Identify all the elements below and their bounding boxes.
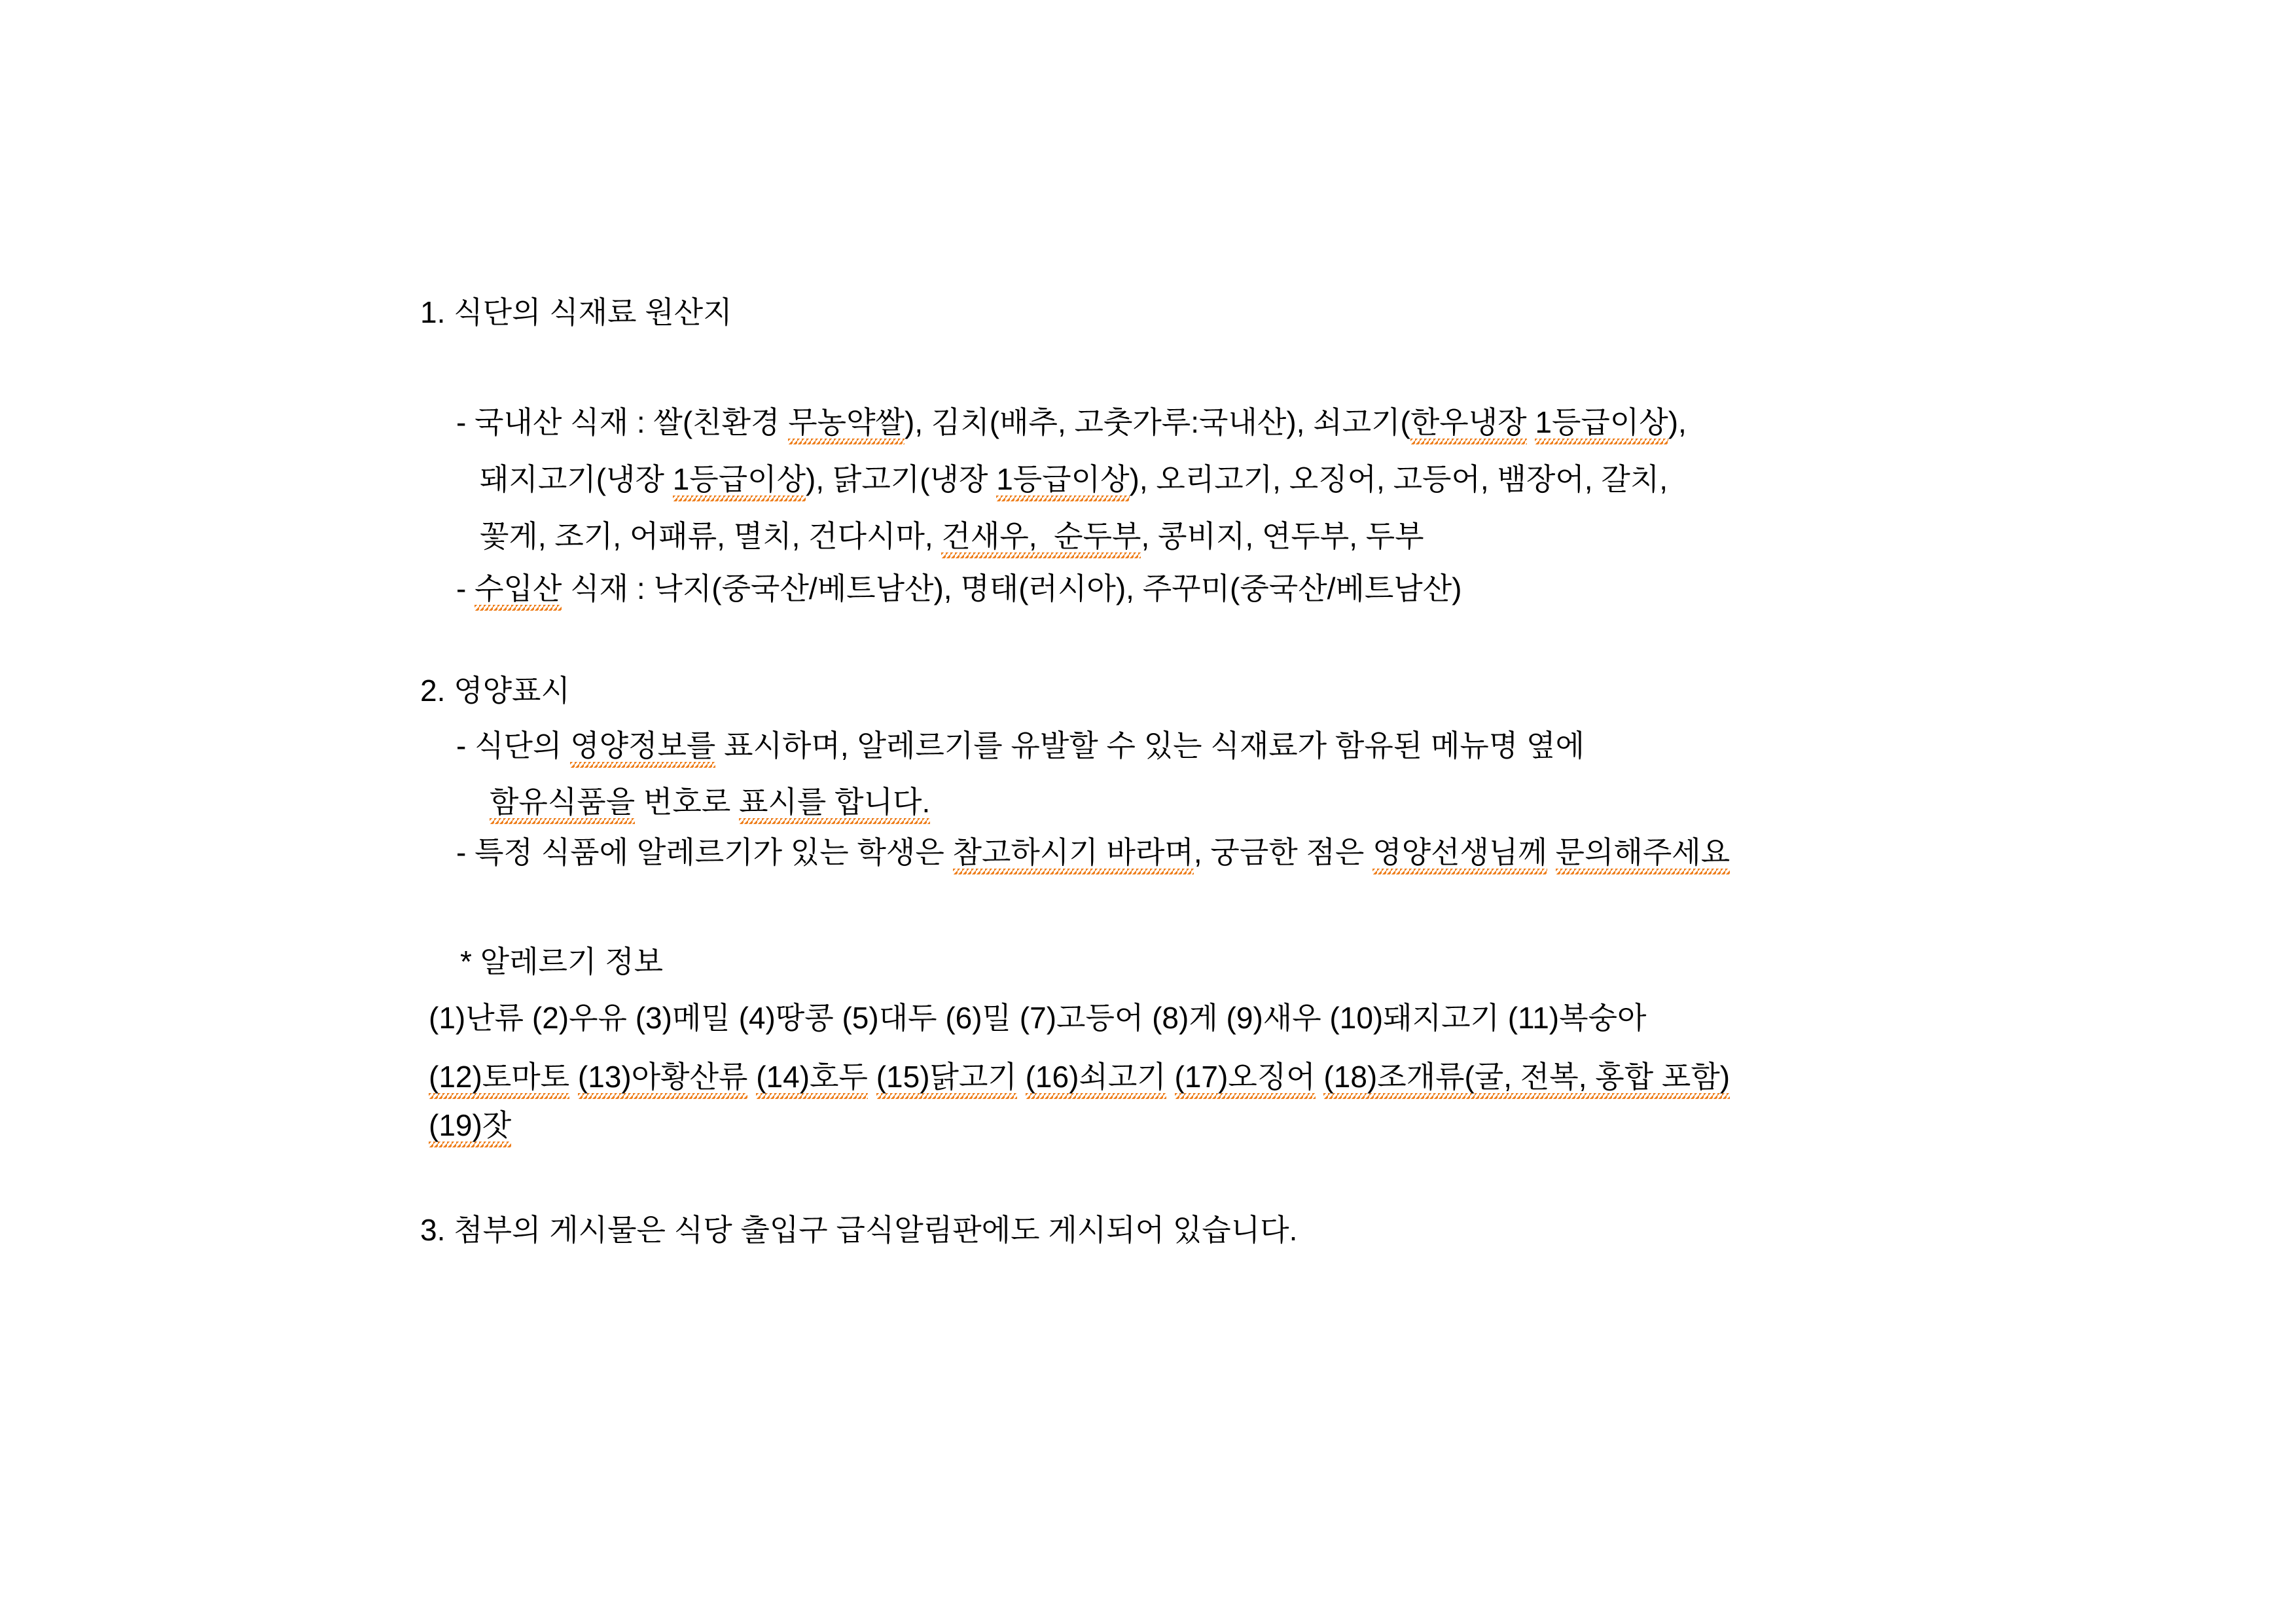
- text-segment: ), 오리고기, 오징어, 고등어, 뱀장어, 갈치,: [1129, 462, 1668, 496]
- spellcheck-underlined-text: (18)조개류(굴, 전복, 홍합 포함): [1323, 1060, 1730, 1099]
- text-segment: [1316, 1060, 1324, 1094]
- spellcheck-underlined-text: 영양정보를: [570, 729, 715, 768]
- text-segment: ), 김치(배추, 고춧가루:국내산), 쇠고기(: [905, 405, 1410, 439]
- text-segment: 3. 첨부의 게시물은 식당 출입구 급식알림판에도 게시되어 있습니다.: [420, 1213, 1298, 1247]
- spellcheck-underlined-text: 1등급이상: [996, 462, 1129, 501]
- text-segment: , 콩비지, 연두부, 두부: [1141, 519, 1424, 553]
- text-segment: [1547, 835, 1556, 869]
- text-segment: 식재 : 낙지(중국산/베트남산), 명태(러시아), 주꾸미(중국산/베트남산): [562, 571, 1462, 605]
- text-segment: ), 닭고기(냉장: [806, 462, 997, 496]
- section2-heading: [420, 672, 570, 709]
- text-segment: [868, 1060, 876, 1094]
- spellcheck-underlined-text: 참고하시기 바라며: [953, 835, 1194, 874]
- spellcheck-underlined-text: (19)잣: [429, 1108, 511, 1147]
- text-segment: [1527, 405, 1535, 439]
- spellcheck-underlined-text: 문의해주세요: [1556, 835, 1731, 874]
- text-segment: [747, 1060, 756, 1094]
- spellcheck-underlined-text: 한우냉장: [1410, 405, 1527, 444]
- text-segment: - 국내산 식재 : 쌀(친환경: [456, 405, 789, 439]
- text-segment: 1. 식단의 식재료 원산지: [420, 295, 732, 329]
- spellcheck-underlined-text: (13)아황산류: [578, 1060, 748, 1099]
- nutrition-info-line-2: [490, 783, 930, 820]
- spellcheck-underlined-text: 건새우, 순두부: [941, 519, 1141, 558]
- spellcheck-underlined-text: 1등급이상: [673, 462, 806, 501]
- text-segment: -: [456, 571, 475, 605]
- spellcheck-underlined-text: (15)닭고기: [876, 1060, 1017, 1099]
- text-segment: [1017, 1060, 1026, 1094]
- nutrition-info-line-1: [456, 727, 1585, 764]
- text-segment: 2. 영양표시: [420, 674, 570, 708]
- text-segment: ),: [1668, 405, 1687, 439]
- allergy-list-line-2: [429, 1058, 1730, 1095]
- section3-line: [420, 1212, 1297, 1248]
- spellcheck-underlined-text: 무농약쌀: [788, 405, 905, 444]
- spellcheck-underlined-text: (16)쇠고기: [1026, 1060, 1166, 1099]
- text-segment: - 특정 식품에 알레르기가 있는 학생은: [456, 835, 953, 869]
- text-segment: 돼지고기(냉장: [480, 462, 673, 496]
- spellcheck-underlined-text: 표시를 합니다.: [739, 785, 930, 824]
- text-segment: [1166, 1060, 1175, 1094]
- section1-heading: [420, 294, 732, 331]
- text-segment: * 알레르기 정보: [460, 945, 664, 979]
- nutrition-info-line-3: [456, 834, 1730, 871]
- imported-ingredients-line: [456, 570, 1462, 607]
- spellcheck-underlined-text: 1등급이상: [1535, 405, 1668, 444]
- allergy-info-heading: [460, 943, 663, 980]
- text-segment: 표시하며, 알레르기를 유발할 수 있는 식재료가 함유된 메뉴명 옆에: [715, 729, 1585, 763]
- spellcheck-underlined-text: (12)토마토: [429, 1060, 569, 1099]
- spellcheck-underlined-text: 수입산: [475, 571, 562, 611]
- allergy-list-line-1: [429, 999, 1646, 1036]
- spellcheck-underlined-text: (14)호두: [756, 1060, 868, 1099]
- domestic-ingredients-line-2: [480, 461, 1668, 497]
- text-segment: (1)난류 (2)우유 (3)메밀 (4)땅콩 (5)대두 (6)밀 (7)고등어 (8)게 (9)새우 (10)돼지고기 (11)복숭아: [429, 1001, 1647, 1035]
- text-segment: [569, 1060, 578, 1094]
- allergy-list-line-3: [429, 1107, 511, 1143]
- spellcheck-underlined-text: 함유식품을: [490, 785, 635, 824]
- spellcheck-underlined-text: (17)오징어: [1175, 1060, 1316, 1099]
- text-segment: 번호로: [635, 785, 740, 819]
- spellcheck-underlined-text: 영양선생님께: [1372, 835, 1547, 874]
- text-segment: 꽃게, 조기, 어패류, 멸치, 건다시마,: [480, 519, 942, 553]
- text-segment: , 궁금한 점은: [1193, 835, 1373, 869]
- text-segment: - 식단의: [456, 729, 571, 763]
- domestic-ingredients-line-1: [456, 404, 1687, 441]
- domestic-ingredients-line-3: [480, 518, 1424, 554]
